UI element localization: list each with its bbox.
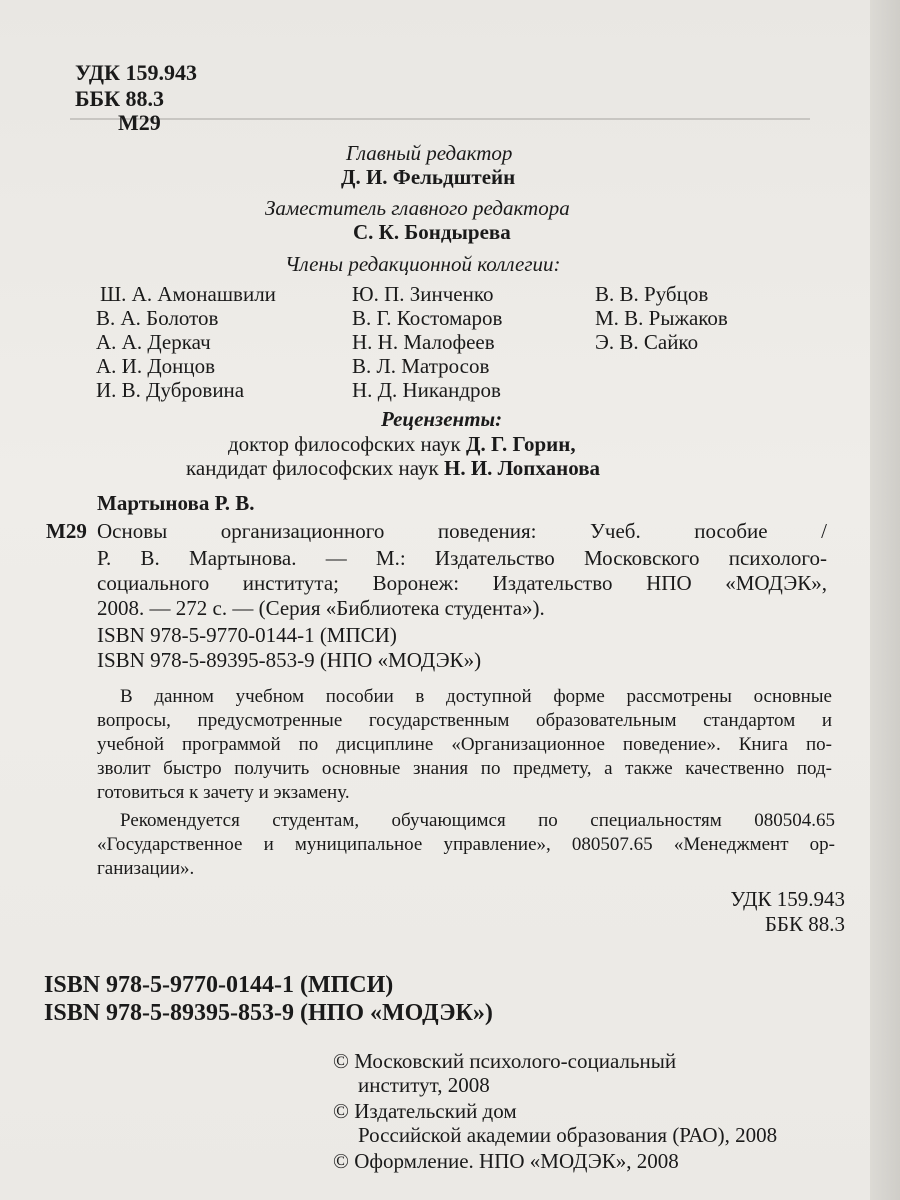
catalog-isbn-1: ISBN 978-5-9770-0144-1 (МПСИ)	[97, 623, 397, 647]
board-member: В. А. Болотов	[96, 306, 219, 330]
reviewer-2	[186, 458, 600, 479]
reviewer-1-name: Д. Г. Горин,	[466, 432, 576, 456]
abstract-line: учебной программой по дисциплине «Организационное поведение». Книга по-	[97, 734, 832, 755]
board-member: И. В. Дубровина	[96, 378, 245, 402]
abstract-line: готовиться к зачету и экзамену.	[97, 782, 350, 803]
copyright-3: © Оформление. НПО «МОДЭК», 2008	[333, 1149, 679, 1173]
abstract-line: В данном учебном пособии в доступной форме рассмотрены основные	[120, 686, 832, 707]
board-member: Ю. П. Зинченко	[352, 282, 494, 306]
copyright-2-line-2: Российской академии образования (РАО), 2008	[358, 1123, 778, 1147]
catalog-line: Р. В. Мартынова. — М.: Издательство Московского психолого-	[97, 546, 827, 570]
reviewer-1	[228, 434, 576, 455]
board-label: Члены редакционной коллегии:	[285, 252, 561, 276]
catalog-code: М29	[46, 519, 87, 543]
board-member: Ш. А. Амонашвили	[100, 282, 276, 306]
abstract-line: «Государственное и муниципальное управление», 080507.65 «Менеджмент ор-	[97, 834, 835, 855]
chief-editor-name: Д. И. Фельдштейн	[341, 165, 516, 189]
board-member: А. А. Деркач	[96, 330, 211, 354]
catalog-isbn-2: ISBN 978-5-89395-853-9 (НПО «МОДЭК»)	[97, 648, 482, 672]
abstract-line: Рекомендуется студентам, обучающимся по специальностям 080504.65	[120, 810, 835, 831]
reviewer-2-name: Н. И. Лопханова	[444, 456, 601, 480]
catalog-line: 2008. — 272 с. — (Серия «Библиотека студента»).	[97, 596, 545, 620]
deputy-editor-label: Заместитель главного редактора	[265, 196, 570, 220]
abstract-line: ганизации».	[97, 858, 195, 879]
isbn-block-2: ISBN 978-5-89395-853-9 (НПО «МОДЭК»)	[44, 1000, 493, 1026]
header-bbk: ББК 88.3	[75, 86, 165, 111]
header-udk: УДК 159.943	[75, 60, 198, 85]
board-member: Э. В. Сайко	[595, 330, 699, 354]
reviewers-label: Рецензенты:	[381, 407, 503, 431]
board-member: В. В. Рубцов	[595, 282, 709, 306]
reviewer-2-title: кандидат философских наук	[186, 456, 444, 480]
board-member: В. Л. Матросов	[352, 354, 490, 378]
copyright-1-line-2: институт, 2008	[358, 1073, 490, 1097]
reviewer-1-title: доктор философских наук	[228, 432, 466, 456]
abstract-line: вопросы, предусмотренные государственным образовательным стандартом и	[97, 710, 832, 731]
board-member: В. Г. Костомаров	[352, 306, 503, 330]
show-through-rule	[70, 118, 810, 120]
catalog-line: социального института; Воронеж: Издательство НПО «МОДЭК»,	[97, 571, 827, 595]
board-member: Н. Н. Малофеев	[352, 330, 495, 354]
isbn-block-1: ISBN 978-5-9770-0144-1 (МПСИ)	[44, 972, 394, 998]
header-code: М29	[118, 110, 161, 135]
copyright-2-line-1: © Издательский дом	[333, 1099, 517, 1123]
footer-bbk: ББК 88.3	[764, 912, 845, 936]
page-edge	[870, 0, 900, 1200]
board-member: Н. Д. Никандров	[352, 378, 501, 402]
deputy-editor-name: С. К. Бондырева	[353, 220, 511, 244]
chief-editor-label: Главный редактор	[346, 141, 513, 165]
board-member: М. В. Рыжаков	[595, 306, 728, 330]
catalog-line: Основы организационного поведения: Учеб. пособие /	[97, 519, 827, 543]
catalog-author: Мартынова Р. В.	[97, 491, 255, 515]
footer-udk: УДК 159.943	[730, 887, 845, 911]
board-member: А. И. Донцов	[96, 354, 216, 378]
copyright-1-line-1: © Московский психолого-социальный	[333, 1049, 677, 1073]
abstract-line: зволит быстро получить основные знания по предмету, а также качественно под-	[97, 758, 832, 779]
